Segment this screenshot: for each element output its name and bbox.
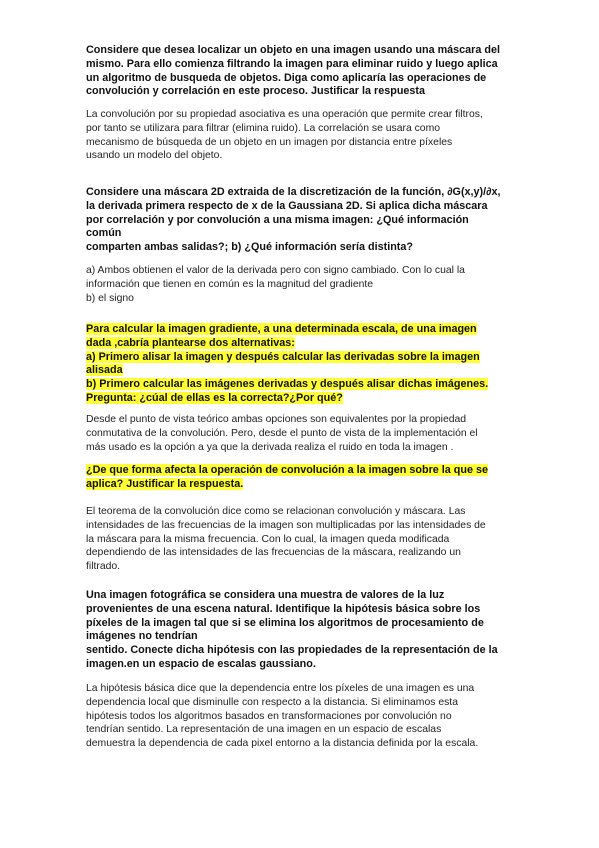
answer-1 <box>86 108 483 163</box>
question-5-line: píxeles de la imagen tal que si se elimina los algoritmos de procesamiento de <box>86 616 484 629</box>
question-1-line: Considere que desea localizar un objeto en una imagen usando una máscara del <box>86 44 500 56</box>
question-3-line: a) Primero alisar la imagen y después calcular las derivadas sobre la imagen <box>86 350 480 363</box>
question-2-line: Considere una máscara 2D extraida de la discretización de la función, ∂G(x,y)/∂x, <box>86 186 501 198</box>
answer-4-line: intensidades de las frecuencias de la imagen son multiplicadas por las intensidades de <box>86 519 486 531</box>
answer-3-line: conmutativa de la convolución. Pero, desde el punto de vista de la implementación el <box>86 427 478 439</box>
question-3-line: alisada <box>86 364 123 377</box>
answer-1-line: mecanismo de búsqueda de un objeto en un imagen por distancia entre píxeles <box>86 136 453 148</box>
question-3-line: Pregunta: ¿cúal de ellas es la correcta?¿Por qué? <box>86 391 343 404</box>
question-3-line: dada ,cabría plantearse dos alternativas: <box>86 336 295 349</box>
answer-2 <box>86 264 465 305</box>
answer-5-line: La hipótesis básica dice que la dependencia entre los píxeles de una imagen es una <box>86 683 475 694</box>
question-2 <box>86 186 501 255</box>
question-5-line: imágenes no tendrían <box>86 630 198 643</box>
question-1-line: mismo. Para ello comienza filtrando la imagen para eliminar ruido y luego aplica <box>86 57 498 70</box>
answer-5-line: dependencia local que disminulle con respecto a la distancia. Si eliminamos esta <box>86 696 458 708</box>
answer-5-line: demuestra la dependencia de cada pixel entorno a la distancia definida por la escala. <box>86 738 479 750</box>
question-1-line: convolución y correlación en este proceso. Justificar la respuesta <box>86 85 426 98</box>
question-3 <box>86 323 488 406</box>
question-2-line: la derivada primera respecto de x de la Gaussiana 2D. Si aplica dicha máscara <box>86 199 488 212</box>
question-5-line: provenientes de una escena natural. Identifique la hipótesis básica sobre los <box>86 602 481 615</box>
answer-1-line: La convolución por su propiedad asociativa es una operación que permite crear filtros, <box>86 109 483 120</box>
question-2-line: común <box>86 227 122 240</box>
answer-4-line: la máscara para la misma frecuencia. Con lo cual, la imagen queda modificada <box>86 533 450 545</box>
answer-4-line: El teorema de la convolución dice como se relacionan convolución y máscara. Las <box>86 506 466 517</box>
question-4 <box>86 464 488 492</box>
answer-3 <box>86 413 478 454</box>
answer-1-line: usando un modelo del objeto. <box>86 150 223 162</box>
question-3-line: b) Primero calcular las imágenes derivadas y después alisar dichas imágenes. <box>86 378 489 391</box>
question-5 <box>86 589 498 672</box>
answer-1-line: por tanto se utilizara para filtrar (elimina ruido). La correlación se usara como <box>86 122 441 134</box>
answer-2-line: información que tienen en común es la magnitud del gradiente <box>86 278 374 290</box>
answer-4-line: dependiendo de las intensidades de las frecuencias de la máscara, realizando un <box>86 547 461 559</box>
question-5-line: imagen.en un espacio de escalas gaussiano. <box>86 657 316 670</box>
answer-2-line: a) Ambos obtienen el valor de la derivada pero con signo cambiado. Con lo cual la <box>86 265 465 276</box>
question-1 <box>86 44 500 99</box>
answer-4-line: filtrado. <box>86 561 121 573</box>
question-5-line: sentido. Conecte dicha hipótesis con las propiedades de la representación de la <box>86 644 498 657</box>
question-1-line: un algoritmo de busqueda de objetos. Diga como aplicaría las operaciones de <box>86 71 487 84</box>
answer-5 <box>86 682 478 751</box>
answer-4 <box>86 505 486 574</box>
answer-5-line: tendrían sentido. La representación de una imagen en un espacio de escalas <box>86 724 442 736</box>
answer-3-line: más usado es la opción a ya que la derivada realiza el ruido en toda la imagen . <box>86 441 454 453</box>
question-4-line: ¿De que forma afecta la operación de convolución a la imagen sobre la que se <box>86 464 488 476</box>
question-4-line: aplica? Justificar la respuesta. <box>86 477 244 490</box>
answer-2-line: b) el signo <box>86 292 134 304</box>
question-3-line: Para calcular la imagen gradiente, a una determinada escala, de una imagen <box>86 323 477 335</box>
question-2-line: por correlación y por convolución a una misma imagen: ¿Qué información <box>86 213 469 226</box>
answer-3-line: Desde el punto de vista teórico ambas opciones son equivalentes por la propiedad <box>86 414 467 425</box>
question-2-line: comparten ambas salidas?; b) ¿Qué información sería distinta? <box>86 241 413 254</box>
question-5-line: Una imagen fotográfica se considera una muestra de valores de la luz <box>86 589 445 601</box>
answer-5-line: hipótesis todos los algoritmos basados en transformaciones por convolución no <box>86 710 452 722</box>
